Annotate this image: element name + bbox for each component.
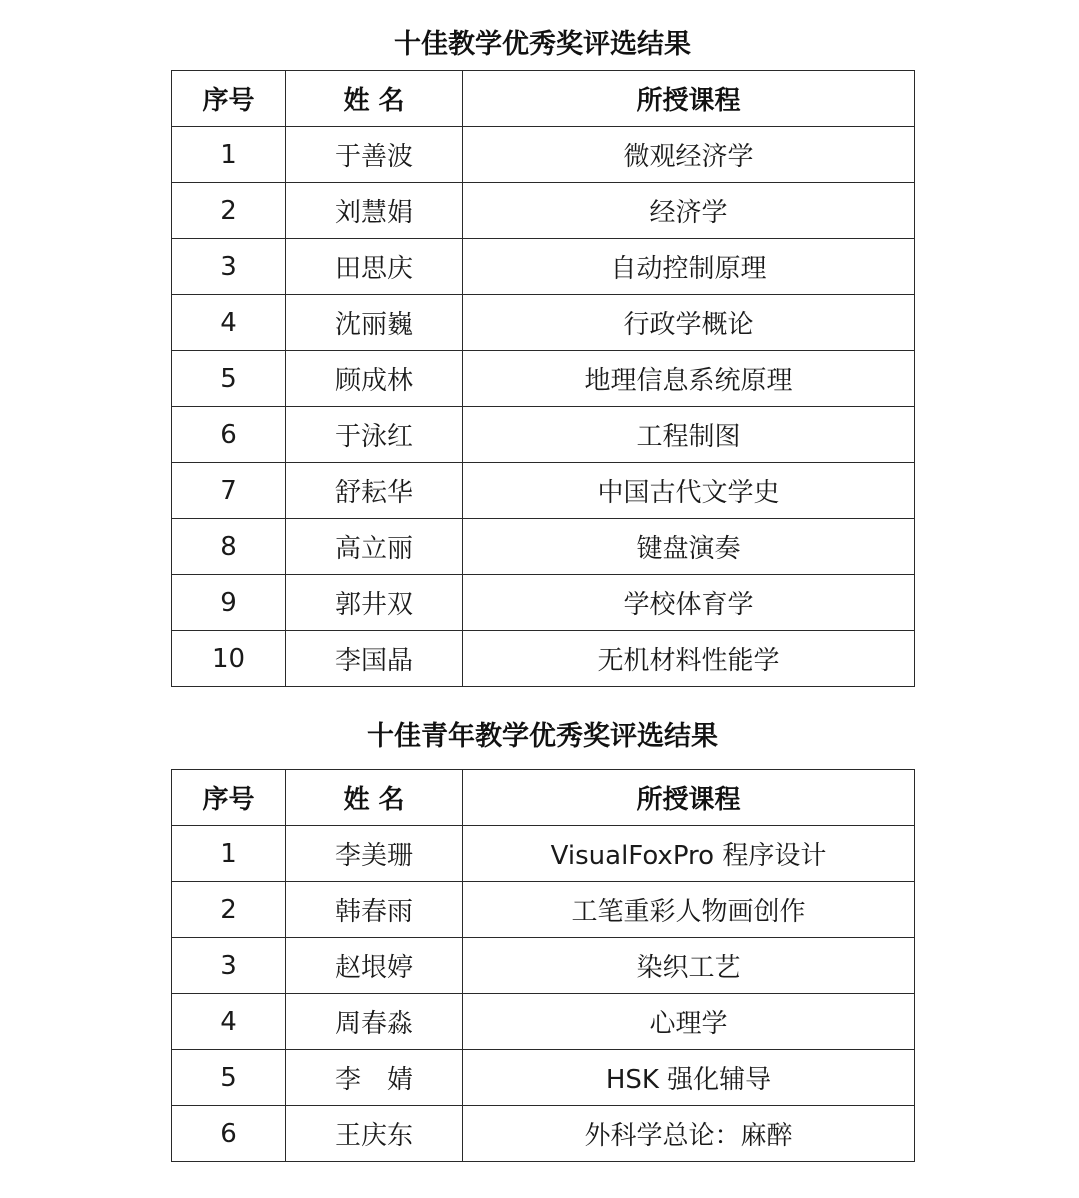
- cell-course: 染织工艺: [463, 938, 915, 994]
- cell-course: 工程制图: [463, 407, 915, 463]
- cell-no: 2: [172, 183, 286, 239]
- cell-no: 8: [172, 519, 286, 575]
- cell-name: 韩春雨: [286, 882, 463, 938]
- cell-no: 3: [172, 938, 286, 994]
- cell-no: 1: [172, 826, 286, 882]
- cell-course: 中国古代文学史: [463, 463, 915, 519]
- cell-no: 6: [172, 407, 286, 463]
- table-row: [172, 631, 915, 687]
- cell-no: 5: [172, 1050, 286, 1106]
- table-row: [172, 127, 915, 183]
- cell-no: 5: [172, 351, 286, 407]
- header-no: 序号: [172, 770, 286, 826]
- cell-course: 微观经济学: [463, 127, 915, 183]
- table-row: [172, 994, 915, 1050]
- cell-name: 李美珊: [286, 826, 463, 882]
- cell-no: 3: [172, 239, 286, 295]
- cell-no: 6: [172, 1106, 286, 1162]
- cell-name: 赵垠婷: [286, 938, 463, 994]
- cell-course: 工笔重彩人物画创作: [463, 882, 915, 938]
- cell-course: HSK 强化辅导: [463, 1050, 915, 1106]
- table2-title: 十佳青年教学优秀奖评选结果: [367, 721, 718, 752]
- header-no: 序号: [172, 71, 286, 127]
- cell-name: 于泳红: [286, 407, 463, 463]
- cell-name: 李国晶: [286, 631, 463, 687]
- table-row: [172, 882, 915, 938]
- cell-course: 学校体育学: [463, 575, 915, 631]
- table-header-row: [172, 770, 915, 826]
- cell-name: 刘慧娟: [286, 183, 463, 239]
- table-row: [172, 938, 915, 994]
- teaching-award-table: [171, 70, 915, 687]
- header-course: 所授课程: [463, 770, 915, 826]
- table-row: [172, 295, 915, 351]
- table-row: [172, 351, 915, 407]
- table-row: [172, 519, 915, 575]
- cell-course: 经济学: [463, 183, 915, 239]
- table-row: [172, 1050, 915, 1106]
- cell-no: 4: [172, 994, 286, 1050]
- table-row: [172, 407, 915, 463]
- cell-course: 自动控制原理: [463, 239, 915, 295]
- cell-no: 4: [172, 295, 286, 351]
- cell-name: 李 婧: [286, 1050, 463, 1106]
- header-course: 所授课程: [463, 71, 915, 127]
- cell-course: 地理信息系统原理: [463, 351, 915, 407]
- header-name: 姓 名: [286, 71, 463, 127]
- table-header-row: [172, 71, 915, 127]
- cell-no: 1: [172, 127, 286, 183]
- cell-name: 郭井双: [286, 575, 463, 631]
- cell-name: 高立丽: [286, 519, 463, 575]
- cell-no: 7: [172, 463, 286, 519]
- table-row: [172, 183, 915, 239]
- cell-course: 无机材料性能学: [463, 631, 915, 687]
- header-name: 姓 名: [286, 770, 463, 826]
- cell-name: 沈丽巍: [286, 295, 463, 351]
- cell-course: VisualFoxPro 程序设计: [463, 826, 915, 882]
- cell-name: 舒耘华: [286, 463, 463, 519]
- cell-no: 10: [172, 631, 286, 687]
- cell-course: 心理学: [463, 994, 915, 1050]
- cell-course: 行政学概论: [463, 295, 915, 351]
- cell-no: 9: [172, 575, 286, 631]
- cell-name: 周春淼: [286, 994, 463, 1050]
- young-teaching-award-table: [171, 769, 915, 1162]
- cell-no: 2: [172, 882, 286, 938]
- cell-course: 外科学总论：麻醉: [463, 1106, 915, 1162]
- cell-name: 王庆东: [286, 1106, 463, 1162]
- table-row: [172, 463, 915, 519]
- cell-name: 于善波: [286, 127, 463, 183]
- table-row: [172, 575, 915, 631]
- table-row: [172, 239, 915, 295]
- table-row: [172, 1106, 915, 1162]
- cell-name: 田思庆: [286, 239, 463, 295]
- cell-course: 键盘演奏: [463, 519, 915, 575]
- cell-name: 顾成林: [286, 351, 463, 407]
- table1-title: 十佳教学优秀奖评选结果: [394, 29, 691, 60]
- table-row: [172, 826, 915, 882]
